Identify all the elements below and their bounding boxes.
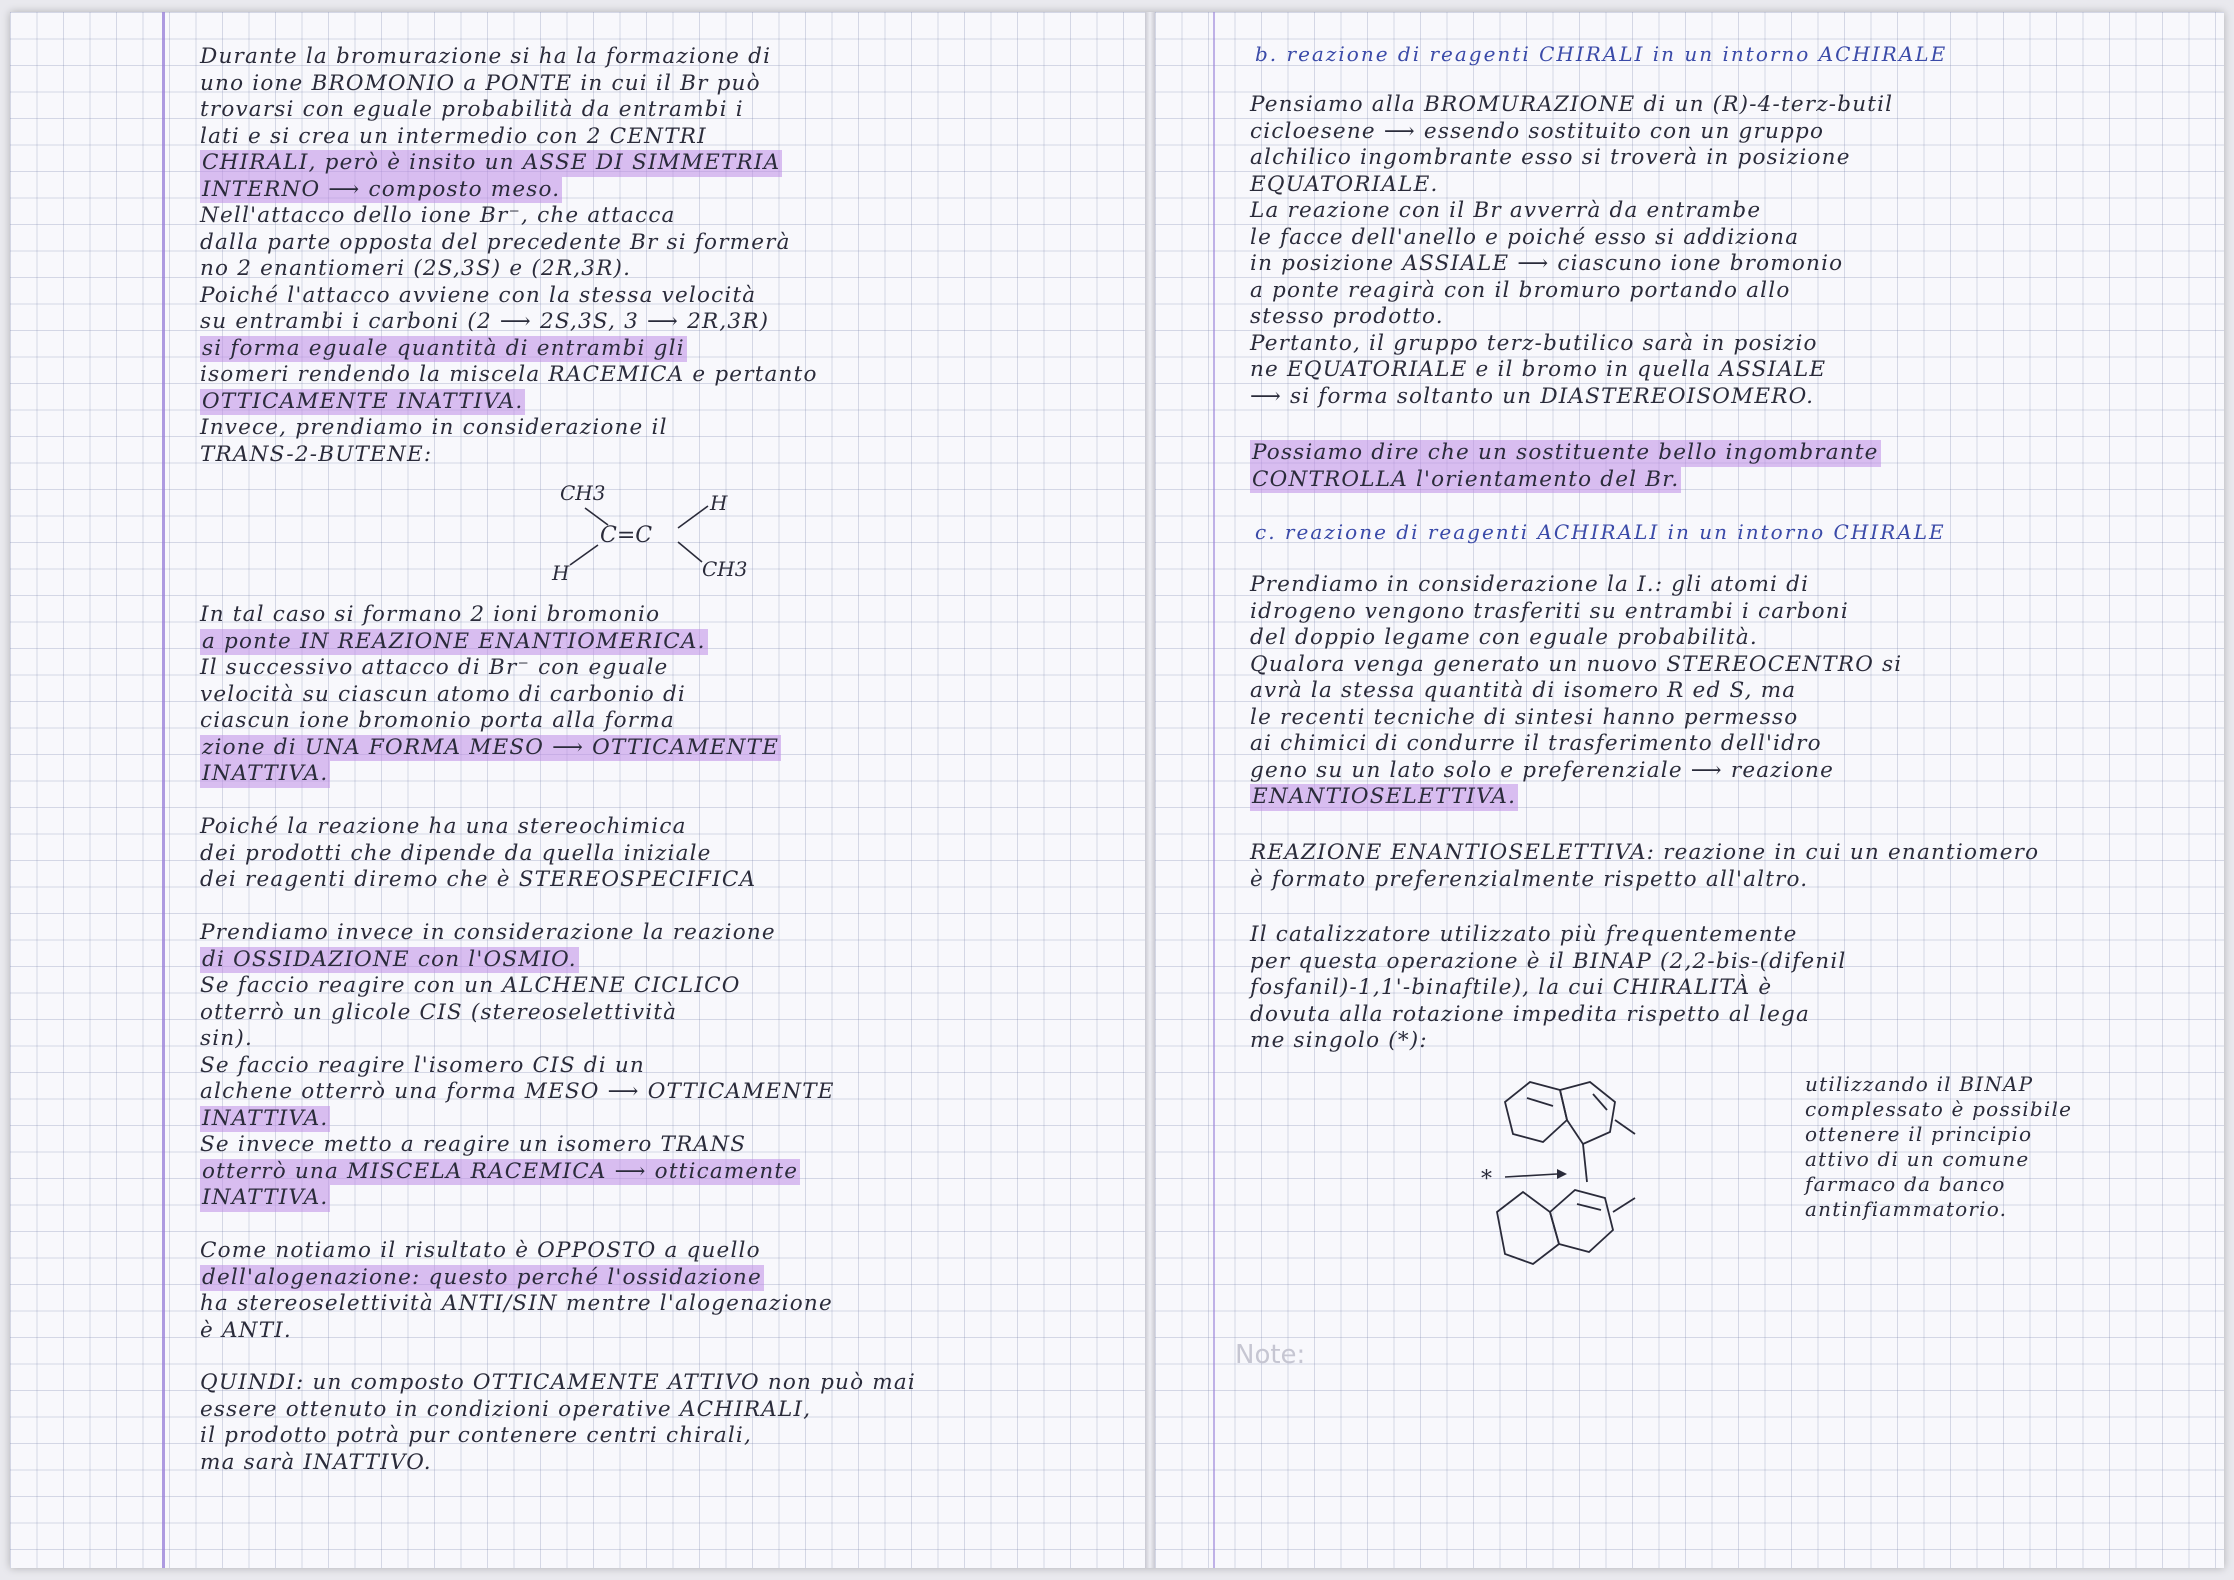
text-line: isomeri rendendo la miscela RACEMICA e pertanto <box>200 362 818 387</box>
trans-2-butene-structure <box>530 480 790 590</box>
text-line: Prendiamo in considerazione la I.: gli atomi di <box>1250 572 1810 597</box>
text-line-highlighted: INATTIVA. <box>202 761 329 786</box>
text-line-highlighted: OTTICAMENTE INATTIVA. <box>202 388 524 414</box>
text-line: alchilico ingombrante esso si troverà in posizione <box>1250 145 1851 170</box>
text-line: ottenere il principio <box>1805 1122 2033 1146</box>
text-line: velocità su ciascun atomo di carbonio di <box>200 681 686 707</box>
binap-structure <box>1475 1062 1685 1312</box>
text-line: me singolo (*): <box>1250 1028 1428 1053</box>
text-line: La reazione con il Br avverrà da entrambe <box>1250 198 1762 223</box>
text-line: uno ione BROMONIO a PONTE in cui il Br può <box>200 70 761 96</box>
text-line: sin). <box>200 1026 253 1051</box>
text-line: Il catalizzatore utilizzato più frequentemente <box>1250 922 1798 947</box>
text-line: fosfanil)-1,1'-binaftile), la cui CHIRALITÀ è <box>1250 975 1773 1000</box>
text-line-highlighted: di OSSIDAZIONE con l'OSMIO. <box>202 946 577 972</box>
left-page <box>10 12 1145 1568</box>
text-line: Pensiamo alla BROMURAZIONE di un (R)-4-terz-butil <box>1250 92 1894 117</box>
text-line-highlighted: CHIRALI, però è insito un ASSE DI SIMMETRIA <box>202 150 781 175</box>
text-line: In tal caso si formano 2 ioni bromonio <box>200 602 661 627</box>
text-line: complessato è possibile <box>1805 1097 2073 1121</box>
text-line: Prendiamo invece in considerazione la reazione <box>200 920 776 945</box>
text-line-highlighted: zione di UNA FORMA MESO ⟶ OTTICAMENTE <box>202 734 780 760</box>
text-line: dei prodotti che dipende da quella iniziale <box>200 840 712 866</box>
notebook-gutter <box>1145 12 1155 1568</box>
binap-star-label: * <box>1481 1167 1492 1192</box>
text-line: attivo di un comune <box>1805 1147 2030 1171</box>
left-para-comparison <box>200 1238 833 1344</box>
text-line: dei reagenti diremo che è STEREOSPECIFICA <box>200 867 757 892</box>
text-line: ⟶ si forma soltanto un DIASTEREOISOMERO. <box>1250 383 1815 409</box>
text-line-highlighted: INTERNO ⟶ composto meso. <box>202 176 561 202</box>
left-para-trans-butene <box>200 602 781 788</box>
text-line: Invece, prendiamo in considerazione il <box>200 415 668 440</box>
right-para-b1 <box>1250 92 1893 410</box>
text-line-highlighted: a ponte IN REAZIONE ENANTIOMERICA. <box>202 628 706 654</box>
text-line: idrogeno vengono trasferiti su entrambi i carboni <box>1250 598 1849 624</box>
text-line-highlighted: otterrò una MISCELA RACEMICA ⟶ otticamente <box>202 1158 799 1184</box>
text-line: ciascun ione bromonio porta alla forma <box>200 708 675 733</box>
text-line: è ANTI. <box>200 1317 292 1343</box>
text-line: REAZIONE ENANTIOSELETTIVA: reazione in cui un enantiomero <box>1250 840 2040 865</box>
text-line: farmaco da banco <box>1805 1172 2006 1196</box>
text-line: Se faccio reagire con un ALCHENE CICLICO <box>200 973 741 998</box>
text-line-highlighted: INATTIVA. <box>202 1105 329 1131</box>
notebook-spread <box>10 12 2224 1568</box>
right-para-b2 <box>1250 440 1881 493</box>
text-line: a ponte reagirà con il bromuro portando allo <box>1250 277 1791 303</box>
text-line: avrà la stessa quantità di isomero R ed S, ma <box>1250 678 1797 703</box>
binap-side-note <box>1805 1072 2072 1222</box>
text-line: dalla parte opposta del precedente Br si formerà <box>200 229 791 255</box>
left-para-osmium <box>200 920 835 1212</box>
text-line: ai chimici di condurre il trasferimento dell'idro <box>1250 731 1822 756</box>
text-line: essere ottenuto in condizioni operative ACHIRALI, <box>200 1396 812 1422</box>
h-top-label: H <box>710 491 728 515</box>
text-line: Nell'attacco dello ione Br⁻, che attacca <box>200 203 676 228</box>
text-line: Poiché l'attacco avviene con la stessa velocità <box>200 282 757 308</box>
text-line: no 2 enantiomeri (2S,3S) e (2R,3R). <box>200 256 632 281</box>
ch3-bottom-label: CH3 <box>702 557 748 581</box>
right-page <box>1155 12 2224 1568</box>
text-line: Qualora venga generato un nuovo STEREOCENTRO si <box>1250 651 1903 677</box>
text-line-highlighted: Possiamo dire che un sostituente bello ingombrante <box>1252 440 1879 465</box>
text-line: trovarsi con eguale probabilità da entrambi i <box>200 97 744 122</box>
left-margin-line <box>162 12 165 1568</box>
text-line-highlighted: dell'alogenazione: questo perché l'ossidazione <box>202 1264 762 1290</box>
left-para-bromination <box>200 44 818 468</box>
left-para-stereospecific <box>200 814 756 894</box>
text-line: le facce dell'anello e poiché esso si addiziona <box>1250 224 1800 250</box>
text-line: dovuta alla rotazione impedita rispetto al lega <box>1250 1001 1810 1027</box>
text-line: ma sarà INATTIVO. <box>200 1449 432 1475</box>
text-line: il prodotto potrà pur contenere centri chirali, <box>200 1423 753 1448</box>
text-line: alchene otterrò una forma MESO ⟶ OTTICAMENTE <box>200 1079 835 1104</box>
text-line: ne EQUATORIALE e il bromo in quella ASSIALE <box>1250 357 1827 382</box>
text-line: è formato preferenzialmente rispetto all'altro. <box>1250 866 1809 892</box>
text-line: per questa operazione è il BINAP (2,2-bis-(difenil <box>1250 948 1847 974</box>
right-margin-line <box>1213 12 1215 1568</box>
text-line: Poiché la reazione ha una stereochimica <box>200 814 687 839</box>
heading-c: c. reazione di reagenti ACHIRALI in un intorno CHIRALE <box>1255 520 1946 544</box>
text-line: EQUATORIALE. <box>1250 171 1439 197</box>
text-line: Se faccio reagire l'isomero CIS di un <box>200 1052 645 1078</box>
text-line: su entrambi i carboni (2 ⟶ 2S,3S, 3 ⟶ 2R,3R) <box>200 309 770 334</box>
text-line: geno su un lato solo e preferenziale ⟶ reazione <box>1250 757 1835 783</box>
left-para-conclusion <box>200 1370 916 1476</box>
text-line: utilizzando il BINAP <box>1805 1072 2034 1096</box>
right-para-c2 <box>1250 840 2039 893</box>
text-line: del doppio legame con eguale probabilità. <box>1250 625 1758 650</box>
text-line: QUINDI: un composto OTTICAMENTE ATTIVO non può mai <box>200 1370 916 1395</box>
text-line: ha stereoselettività ANTI/SIN mentre l'alogenazione <box>200 1291 833 1316</box>
text-line: antinfiammatorio. <box>1805 1197 2008 1221</box>
text-line: otterrò un glicole CIS (stereoselettività <box>200 999 678 1025</box>
text-line: le recenti tecniche di sintesi hanno permesso <box>1250 704 1799 730</box>
ch3-top-label: CH3 <box>560 481 606 505</box>
text-line-highlighted: INATTIVA. <box>202 1185 329 1210</box>
text-line: Pertanto, il gruppo terz-butilico sarà in posizio <box>1250 330 1818 356</box>
text-line: lati e si crea un intermedio con 2 CENTRI <box>200 123 707 149</box>
notes-label: Note: <box>1235 1340 1306 1370</box>
text-line: Come notiamo il risultato è OPPOSTO a quello <box>200 1238 761 1263</box>
text-line-highlighted: ENANTIOSELETTIVA. <box>1252 784 1517 809</box>
text-line-highlighted: CONTROLLA l'orientamento del Br. <box>1252 466 1680 492</box>
heading-b: b. reazione di reagenti CHIRALI in un intorno ACHIRALE <box>1255 42 1948 66</box>
text-line: stesso prodotto. <box>1250 304 1444 329</box>
h-bottom-label: H <box>552 561 570 585</box>
double-bond-label: C=C <box>600 523 653 548</box>
text-line: Se invece metto a reagire un isomero TRANS <box>200 1132 747 1157</box>
right-para-c3 <box>1250 922 1847 1055</box>
text-line: Il successivo attacco di Br⁻ con eguale <box>200 655 669 680</box>
right-para-c1 <box>1250 572 1902 811</box>
text-line: cicloesene ⟶ essendo sostituito con un gruppo <box>1250 118 1825 144</box>
text-line-highlighted: si forma eguale quantità di entrambi gli <box>202 335 685 361</box>
text-line: TRANS-2-BUTENE: <box>200 441 433 467</box>
text-line: Durante la bromurazione si ha la formazione di <box>200 44 772 69</box>
text-line: in posizione ASSIALE ⟶ ciascuno ione bromonio <box>1250 251 1844 276</box>
